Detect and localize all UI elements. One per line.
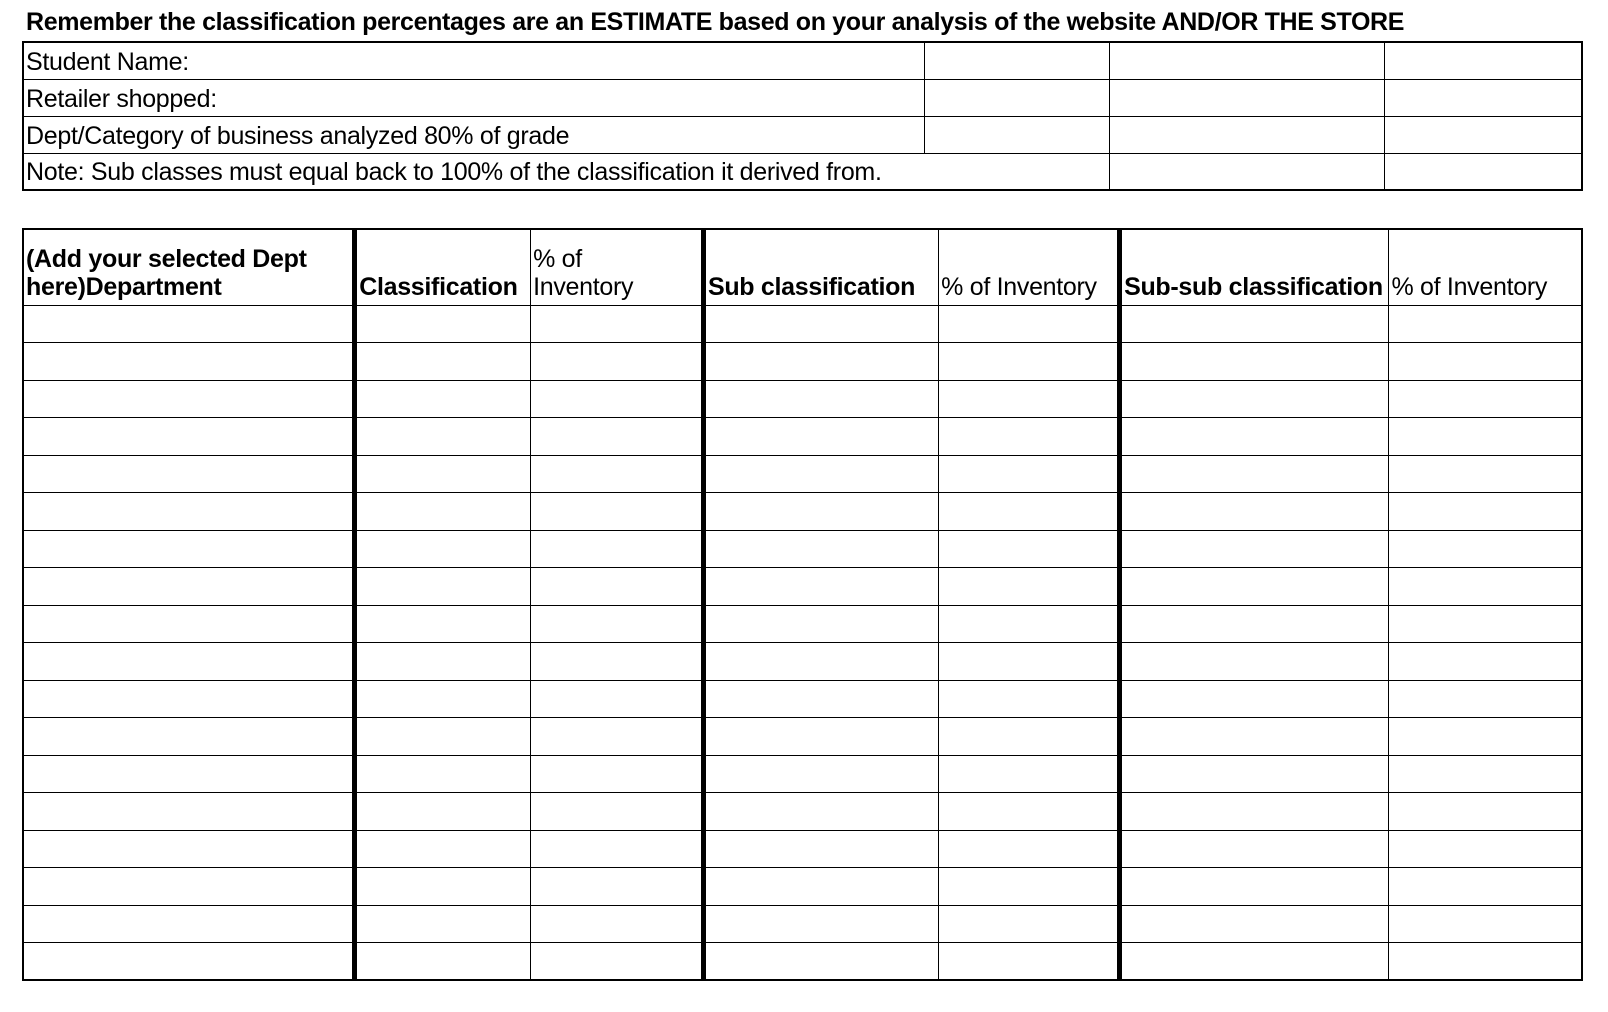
sub-classification-header: Sub classification xyxy=(703,229,938,305)
pct-inventory-cell[interactable] xyxy=(531,343,704,381)
sub-sub-classification-cell[interactable] xyxy=(1120,793,1389,831)
sub-sub-classification-header: Sub-sub classification xyxy=(1120,229,1389,305)
sub-classification-cell[interactable] xyxy=(703,343,938,381)
pct-inventory-header-2: % of Inventory xyxy=(939,229,1120,305)
classification-cell[interactable] xyxy=(355,455,531,493)
note-cell[interactable] xyxy=(1109,153,1384,190)
classification-cell[interactable] xyxy=(355,605,531,643)
table-row xyxy=(23,493,1582,531)
pct-inventory-cell[interactable] xyxy=(531,568,704,606)
sub-sub-classification-cell[interactable] xyxy=(1120,905,1389,943)
info-row-student-name xyxy=(23,42,1582,79)
pct-inventory-header-1-line1: % of xyxy=(533,244,582,273)
table-row xyxy=(23,380,1582,418)
sub-classification-cell[interactable] xyxy=(703,418,938,456)
sub-classification-cell[interactable] xyxy=(703,493,938,531)
department-cell[interactable] xyxy=(23,868,355,906)
info-row-retailer xyxy=(23,79,1582,116)
pct-inventory-cell[interactable] xyxy=(939,568,1120,606)
department-header-line1: (Add your selected Dept xyxy=(26,244,307,273)
department-cell[interactable] xyxy=(23,680,355,718)
department-cell[interactable] xyxy=(23,455,355,493)
sub-sub-classification-cell[interactable] xyxy=(1120,830,1389,868)
table-row xyxy=(23,905,1582,943)
pct-inventory-cell[interactable] xyxy=(1389,868,1582,906)
pct-inventory-cell[interactable] xyxy=(939,680,1120,718)
classification-cell[interactable] xyxy=(355,418,531,456)
pct-inventory-cell[interactable] xyxy=(1389,793,1582,831)
student-name-label: Student Name: xyxy=(23,42,924,79)
pct-inventory-cell[interactable] xyxy=(939,643,1120,681)
pct-inventory-header-1 xyxy=(531,229,704,305)
pct-inventory-cell[interactable] xyxy=(939,418,1120,456)
sub-sub-classification-cell[interactable] xyxy=(1120,305,1389,343)
table-row xyxy=(23,343,1582,381)
sub-sub-classification-cell[interactable] xyxy=(1120,380,1389,418)
student-name-cell[interactable] xyxy=(924,42,1109,79)
table-row xyxy=(23,793,1582,831)
department-cell[interactable] xyxy=(23,943,355,981)
pct-inventory-cell[interactable] xyxy=(939,343,1120,381)
table-row xyxy=(23,755,1582,793)
dept-category-label: Dept/Category of business analyzed 80% of grade xyxy=(23,116,924,153)
sub-sub-classification-cell[interactable] xyxy=(1120,680,1389,718)
info-row-dept-category xyxy=(23,116,1582,153)
classification-table xyxy=(22,228,1583,981)
note-cell[interactable] xyxy=(1385,153,1582,190)
pct-inventory-cell[interactable] xyxy=(531,605,704,643)
student-name-cell[interactable] xyxy=(1109,42,1384,79)
department-cell[interactable] xyxy=(23,343,355,381)
classification-cell[interactable] xyxy=(355,830,531,868)
pct-inventory-cell[interactable] xyxy=(1389,830,1582,868)
pct-inventory-cell[interactable] xyxy=(1389,343,1582,381)
pct-inventory-cell[interactable] xyxy=(531,493,704,531)
retailer-shopped-label: Retailer shopped: xyxy=(23,79,924,116)
dept-category-cell[interactable] xyxy=(924,116,1109,153)
pct-inventory-cell[interactable] xyxy=(1389,605,1582,643)
sub-classification-cell[interactable] xyxy=(703,755,938,793)
pct-inventory-cell[interactable] xyxy=(1389,418,1582,456)
pct-inventory-cell[interactable] xyxy=(1389,943,1582,981)
sub-sub-classification-cell[interactable] xyxy=(1120,568,1389,606)
sub-classification-cell[interactable] xyxy=(703,868,938,906)
classification-cell[interactable] xyxy=(355,643,531,681)
department-cell[interactable] xyxy=(23,530,355,568)
pct-inventory-cell[interactable] xyxy=(939,605,1120,643)
pct-inventory-cell[interactable] xyxy=(939,943,1120,981)
sub-sub-classification-cell[interactable] xyxy=(1120,605,1389,643)
pct-inventory-cell[interactable] xyxy=(1389,455,1582,493)
department-cell[interactable] xyxy=(23,643,355,681)
pct-inventory-cell[interactable] xyxy=(531,718,704,756)
retailer-cell[interactable] xyxy=(924,79,1109,116)
classification-header: Classification xyxy=(355,229,531,305)
pct-inventory-header-3: % of Inventory xyxy=(1389,229,1582,305)
pct-inventory-cell[interactable] xyxy=(939,493,1120,531)
sub-classification-cell[interactable] xyxy=(703,455,938,493)
pct-inventory-cell[interactable] xyxy=(1389,905,1582,943)
pct-inventory-cell[interactable] xyxy=(531,530,704,568)
department-cell[interactable] xyxy=(23,905,355,943)
sub-classification-cell[interactable] xyxy=(703,905,938,943)
header-row xyxy=(23,229,1582,305)
table-row xyxy=(23,605,1582,643)
department-cell[interactable] xyxy=(23,793,355,831)
sub-sub-classification-cell[interactable] xyxy=(1120,493,1389,531)
table-row xyxy=(23,455,1582,493)
sub-sub-classification-cell[interactable] xyxy=(1120,343,1389,381)
dept-category-cell[interactable] xyxy=(1109,116,1384,153)
sub-classification-cell[interactable] xyxy=(703,830,938,868)
pct-inventory-cell[interactable] xyxy=(531,755,704,793)
pct-inventory-cell[interactable] xyxy=(939,530,1120,568)
classification-cell[interactable] xyxy=(355,755,531,793)
pct-inventory-cell[interactable] xyxy=(531,943,704,981)
table-row xyxy=(23,530,1582,568)
department-cell[interactable] xyxy=(23,305,355,343)
classification-cell[interactable] xyxy=(355,380,531,418)
table-row xyxy=(23,568,1582,606)
pct-inventory-cell[interactable] xyxy=(531,868,704,906)
classification-cell[interactable] xyxy=(355,343,531,381)
table-row xyxy=(23,643,1582,681)
pct-inventory-cell[interactable] xyxy=(531,793,704,831)
classification-cell[interactable] xyxy=(355,868,531,906)
department-cell[interactable] xyxy=(23,418,355,456)
table-row xyxy=(23,830,1582,868)
pct-inventory-cell[interactable] xyxy=(1389,755,1582,793)
classification-cell[interactable] xyxy=(355,718,531,756)
classification-cell[interactable] xyxy=(355,793,531,831)
pct-inventory-cell[interactable] xyxy=(531,643,704,681)
sub-sub-classification-cell[interactable] xyxy=(1120,643,1389,681)
pct-inventory-cell[interactable] xyxy=(1389,643,1582,681)
pct-inventory-cell[interactable] xyxy=(531,455,704,493)
table-row xyxy=(23,943,1582,981)
page-title: Remember the classification percentages are an ESTIMATE based on your analysis of the website AND/OR THE STORE xyxy=(26,8,1405,36)
sub-classification-cell[interactable] xyxy=(703,943,938,981)
sub-sub-classification-cell[interactable] xyxy=(1120,868,1389,906)
department-cell[interactable] xyxy=(23,830,355,868)
pct-inventory-cell[interactable] xyxy=(1389,380,1582,418)
table-row xyxy=(23,718,1582,756)
pct-inventory-cell[interactable] xyxy=(939,868,1120,906)
pct-inventory-cell[interactable] xyxy=(1389,568,1582,606)
pct-inventory-cell[interactable] xyxy=(1389,680,1582,718)
pct-inventory-cell[interactable] xyxy=(1389,493,1582,531)
sub-classification-cell[interactable] xyxy=(703,718,938,756)
sub-classification-cell[interactable] xyxy=(703,380,938,418)
pct-inventory-cell[interactable] xyxy=(531,418,704,456)
classification-cell[interactable] xyxy=(355,493,531,531)
pct-inventory-cell[interactable] xyxy=(1389,718,1582,756)
department-cell[interactable] xyxy=(23,755,355,793)
sub-sub-classification-cell[interactable] xyxy=(1120,530,1389,568)
department-header xyxy=(23,229,355,305)
pct-inventory-cell[interactable] xyxy=(939,905,1120,943)
pct-inventory-cell[interactable] xyxy=(939,305,1120,343)
sub-classification-cell[interactable] xyxy=(703,568,938,606)
classification-cell[interactable] xyxy=(355,305,531,343)
sub-classification-cell[interactable] xyxy=(703,643,938,681)
department-cell[interactable] xyxy=(23,718,355,756)
student-name-cell[interactable] xyxy=(1385,42,1582,79)
pct-inventory-cell[interactable] xyxy=(939,380,1120,418)
department-cell[interactable] xyxy=(23,493,355,531)
table-row xyxy=(23,305,1582,343)
sub-classification-cell[interactable] xyxy=(703,530,938,568)
retailer-cell[interactable] xyxy=(1109,79,1384,116)
pct-inventory-cell[interactable] xyxy=(939,455,1120,493)
pct-inventory-cell[interactable] xyxy=(531,830,704,868)
table-row xyxy=(23,680,1582,718)
sub-sub-classification-cell[interactable] xyxy=(1120,455,1389,493)
department-cell[interactable] xyxy=(23,568,355,606)
table-body xyxy=(23,305,1582,980)
department-header-line2: here)Department xyxy=(26,272,222,301)
pct-inventory-cell[interactable] xyxy=(531,680,704,718)
classification-cell[interactable] xyxy=(355,568,531,606)
sub-classification-cell[interactable] xyxy=(703,793,938,831)
classification-cell[interactable] xyxy=(355,530,531,568)
sub-classification-cell[interactable] xyxy=(703,680,938,718)
note-text: Note: Sub classes must equal back to 100% of the classification it derived from. xyxy=(26,158,882,186)
classification-cell[interactable] xyxy=(355,905,531,943)
sub-sub-classification-cell[interactable] xyxy=(1120,943,1389,981)
classification-cell[interactable] xyxy=(355,680,531,718)
sub-classification-cell[interactable] xyxy=(703,305,938,343)
pct-inventory-cell[interactable] xyxy=(939,755,1120,793)
sub-classification-cell[interactable] xyxy=(703,605,938,643)
note-label xyxy=(23,153,1109,190)
pct-inventory-cell[interactable] xyxy=(1389,530,1582,568)
retailer-cell[interactable] xyxy=(1385,79,1582,116)
pct-inventory-cell[interactable] xyxy=(531,380,704,418)
pct-inventory-cell[interactable] xyxy=(939,793,1120,831)
department-cell[interactable] xyxy=(23,605,355,643)
pct-inventory-cell[interactable] xyxy=(531,905,704,943)
sub-sub-classification-cell[interactable] xyxy=(1120,755,1389,793)
dept-category-cell[interactable] xyxy=(1385,116,1582,153)
table-row xyxy=(23,868,1582,906)
sub-sub-classification-cell[interactable] xyxy=(1120,718,1389,756)
pct-inventory-cell[interactable] xyxy=(1389,305,1582,343)
pct-inventory-header-1-line2: Inventory xyxy=(533,272,634,301)
table-row xyxy=(23,418,1582,456)
classification-cell[interactable] xyxy=(355,943,531,981)
pct-inventory-cell[interactable] xyxy=(939,830,1120,868)
student-info-table xyxy=(22,41,1583,191)
pct-inventory-cell[interactable] xyxy=(531,305,704,343)
department-cell[interactable] xyxy=(23,380,355,418)
sub-sub-classification-cell[interactable] xyxy=(1120,418,1389,456)
info-row-note xyxy=(23,153,1582,190)
pct-inventory-cell[interactable] xyxy=(939,718,1120,756)
